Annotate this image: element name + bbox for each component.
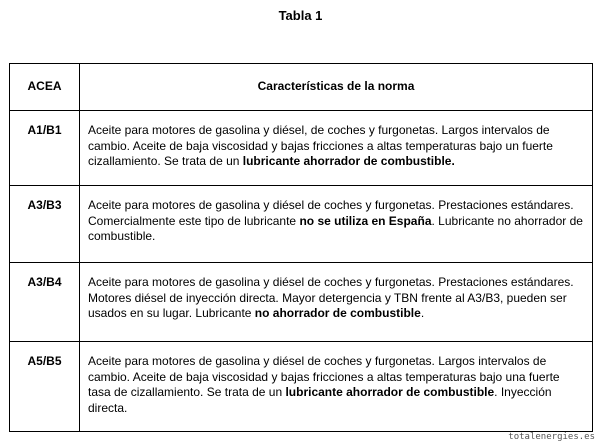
description-text: Aceite para motores de gasolina y diésel, de coches y furgonetas. Largos intervalos de cambio. Aceite de baja viscosidad y bajas fricciones a altas temperaturas bajo un fuerte cizallamiento. Se trata de un: [88, 123, 553, 168]
norm-description: [80, 186, 593, 263]
description-bold-text: no se utiliza en España: [299, 213, 432, 228]
description-text: . Inyección directa.: [88, 385, 552, 415]
acea-code: A3/B3: [10, 186, 80, 263]
table-row: [10, 342, 593, 432]
norm-description: [80, 263, 593, 342]
table-title: Tabla 1: [278, 8, 323, 23]
acea-norms-table: [9, 63, 593, 432]
description-bold-text: no ahorrador de combustible: [254, 306, 421, 320]
header-characteristics: Características de la norma: [80, 64, 593, 111]
table-row: [10, 186, 593, 263]
table-row: [10, 111, 593, 186]
table-header-row: [10, 64, 593, 111]
header-acea: ACEA: [10, 64, 80, 111]
table-row: [10, 263, 593, 342]
acea-code: A1/B1: [10, 111, 80, 186]
description-text: . Lubricante no ahorrador de combustible.: [88, 213, 583, 243]
description-bold-text: lubricante ahorrador de combustible.: [242, 154, 455, 168]
norm-description: [80, 111, 593, 186]
acea-code: A3/B4: [10, 263, 80, 342]
description-text: Aceite para motores de gasolina y diésel de coches y furgonetas. Prestaciones estándares. Comercialmente este tipo de lubricante: [88, 198, 574, 228]
description-bold-text: lubricante ahorrador de combustible: [285, 385, 495, 399]
description-text: Aceite para motores de gasolina y diésel de coches y furgonetas. Prestaciones estándares. Motores diésel de inyección directa. Mayor detergencia y TBN frente al A3/B3, pueden ser usados en su lugar. Lubricante: [88, 275, 574, 320]
norm-description: [80, 342, 593, 432]
watermark: totalenergies.es: [508, 432, 595, 442]
description-text: .: [420, 306, 425, 320]
acea-code: A5/B5: [10, 342, 80, 432]
description-text: Aceite para motores de gasolina y diésel de coches y furgonetas. Largos intervalos de cambio. Aceite de baja viscosidad y bajas fricciones a altas temperaturas bajo una fuerte tasa de cizallamiento. Se trata de un: [88, 354, 560, 399]
